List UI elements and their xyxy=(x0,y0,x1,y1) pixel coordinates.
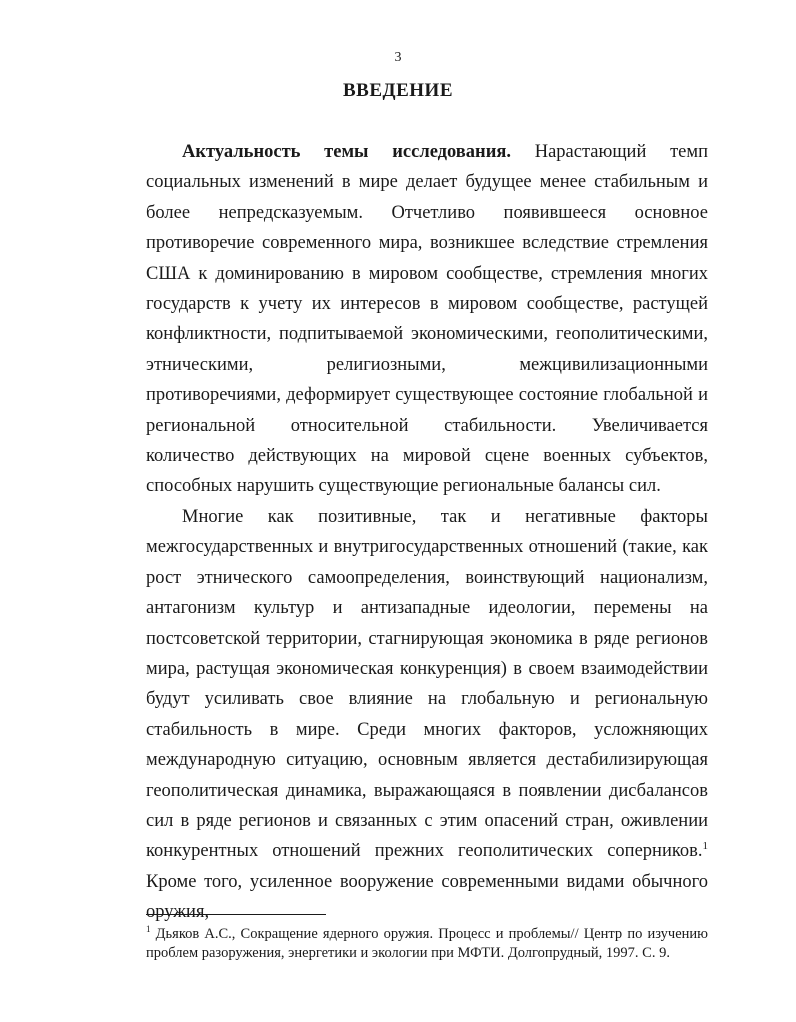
body-text xyxy=(146,137,708,928)
paragraph-1 xyxy=(146,137,708,502)
footnote-reference: 1 xyxy=(702,840,708,853)
paragraph-1-text: Нарастающий темп социальных изменений в мире делает будущее менее стабильным и более непредсказуемым. Отчетливо появившееся основное противоречие современного мира, возникшее вследствие стремления США к доминированию в мировом сообществе, стремления многих государств к учету их интересов в мировом сообществе, растущей конфликтности, подпитываемой экономическими, геополитическими, этническими, религиозными, межцивилизационными противоречиями, деформирует существующее состояние глобальной и региональной относительной стабильности. Увеличивается количество действующих на мировой сцене военных субъектов, способных нарушить существующие региональные балансы сил. xyxy=(146,142,708,497)
footnote xyxy=(146,925,708,963)
footnote-divider xyxy=(146,914,326,915)
page-number: 3 xyxy=(394,50,402,65)
footnote-text: Дьяков А.С., Сокращение ядерного оружия. Процесс и проблемы// Центр по изучению проблем разоружения, энергетики и экологии при МФТИ. Долгопрудный, 1997. С. 9. xyxy=(146,926,708,961)
paragraph-2-tail: Кроме того, усиленное вооружение современными видами обычного оружия, xyxy=(146,871,708,923)
section-heading: ВВЕДЕНИЕ xyxy=(343,80,453,101)
paragraph-1-lead: Актуальность темы исследования. xyxy=(182,142,511,162)
paragraph-2-text: Многие как позитивные, так и негативные факторы межгосударственных и внутригосударственных отношений (такие, как рост этнического самоопределения, воинствующий национализм, антагонизм культур и антизападные идеологии, перемены на постсоветской территории, стагнирующая экономика в ряде регионов мира, растущая экономическая конкуренция) в своем взаимодействии будут усиливать свое влияние на глобальную и региональную стабильность в мире. Среди многих факторов, усложняющих международную ситуацию, основным является дестабилизирующая геополитическая динамика, выражающаяся в появлении дисбалансов сил в ряде регионов и связанных с этим опасений стран, оживлении конкурентных отношений прежних геополитических соперников. xyxy=(146,506,708,862)
paragraph-2 xyxy=(146,502,708,928)
footnote-marker: 1 xyxy=(146,924,151,935)
